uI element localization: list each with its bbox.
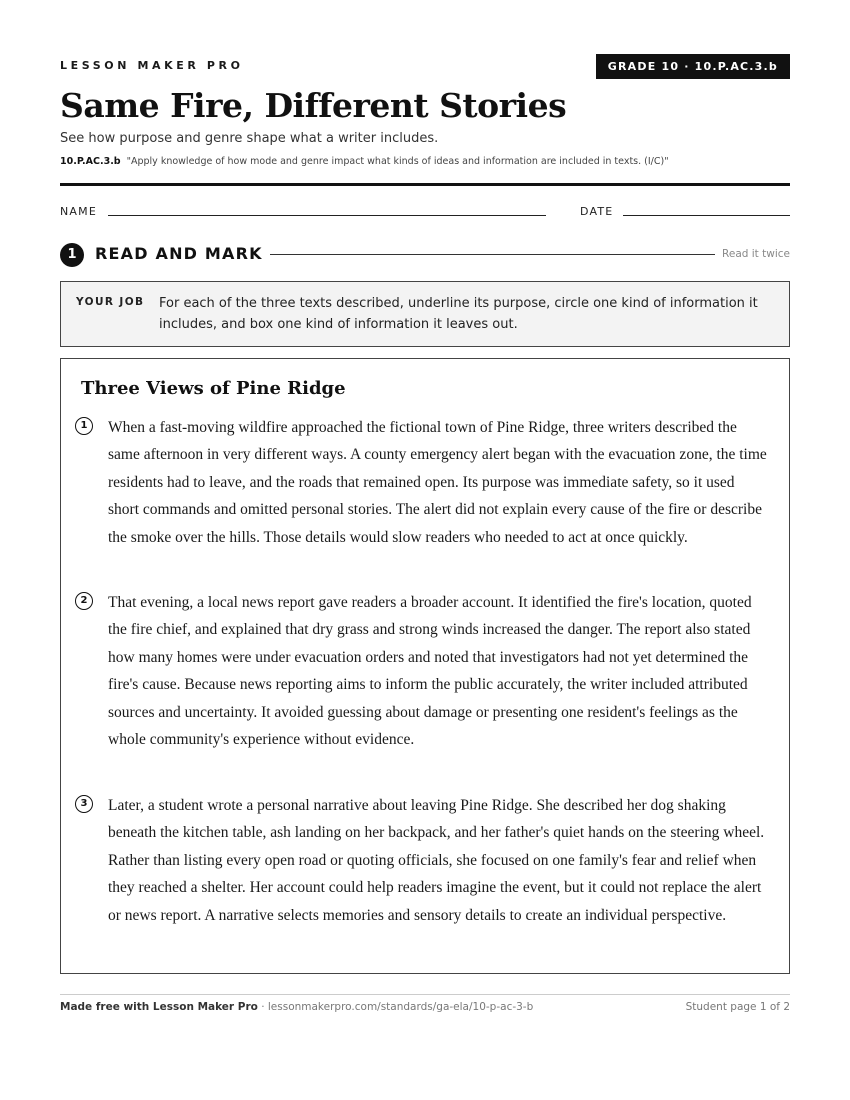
instructions-label: YOUR JOB <box>76 296 145 308</box>
paragraph-text: When a fast-moving wildfire approached the fictional town of Pine Ridge, three writers described the same afternoon in very different ways. A county emergency alert began with the evacuation zone, the time residents had to leave, and the roads that remained open. Its purpose was immediate safety, so it used short commands and omitted personal stories. The alert did not explain every cause of the fire or describe the smoke over the hills. Those details would slow readers who needed to act at once quickly. <box>108 419 767 546</box>
instructions-box <box>60 281 790 347</box>
name-label: NAME <box>60 205 97 218</box>
paragraph-number-badge: 1 <box>75 417 93 435</box>
header-divider <box>60 183 790 186</box>
paragraph-number-badge: 2 <box>75 592 93 610</box>
section-number-badge: 1 <box>60 243 84 267</box>
standard-text: "Apply knowledge of how mode and genre impact what kinds of ideas and information are included in texts. (I/C)" <box>126 156 669 167</box>
date-field[interactable] <box>623 215 790 216</box>
paragraph-text: Later, a student wrote a personal narrative about leaving Pine Ridge. She described her dog shaking beneath the kitchen table, ash landing on her backpack, and her father's quiet hands on the steering wheel. Rather than listing every open road or quoting officials, she focused on one family's fear and relief when they reached a shelter. Her account could help readers imagine the event, but it could not replace the alert or news report. A narrative selects memories and sensory details to create an individual perspective. <box>108 797 765 924</box>
reading-passage-box <box>60 358 790 974</box>
passage-title: Three Views of Pine Ridge <box>81 378 346 399</box>
footer-page-number: Student page 1 of 2 <box>685 1001 790 1013</box>
paragraph-text: That evening, a local news report gave readers a broader account. It identified the fire's location, quoted the fire chief, and explained that dry grass and strong winds increased the danger. The report also stated how many homes were under evacuation orders and noted that investigators had not yet determined the fire's cause. Because news reporting aims to inform the public accurately, the writer included attributed sources and uncertainty. It avoided guessing about damage or presenting one resident's feelings as the whole community's experience without evidence. <box>108 594 752 749</box>
section-hint: Read it twice <box>722 248 790 260</box>
date-label: DATE <box>580 205 614 218</box>
grade-badge: GRADE 10 · 10.P.AC.3.b <box>596 54 790 79</box>
section-title: READ AND MARK <box>95 244 263 263</box>
name-field[interactable] <box>108 215 546 216</box>
section-divider <box>270 254 715 255</box>
page-subtitle: See how purpose and genre shape what a writer includes. <box>60 131 439 146</box>
paragraph-1 <box>80 414 767 551</box>
paragraph-3 <box>80 792 767 929</box>
page-title: Same Fire, Different Stories <box>60 86 567 125</box>
brand-name: LESSON MAKER PRO <box>60 59 244 72</box>
footer-url[interactable]: · lessonmakerpro.com/standards/ga-ela/10-p-ac-3-b <box>257 1001 534 1013</box>
instructions-text: For each of the three texts described, underline its purpose, circle one kind of information it includes, and box one kind of information it leaves out. <box>159 296 758 332</box>
paragraph-number-badge: 3 <box>75 795 93 813</box>
paragraph-2 <box>80 589 767 753</box>
standard-code: 10.P.AC.3.b <box>60 156 121 167</box>
footer-credit <box>60 1001 533 1013</box>
footer-made-with: Made free with Lesson Maker Pro <box>60 1001 258 1013</box>
footer-divider <box>60 994 790 995</box>
standard-line <box>60 156 669 167</box>
